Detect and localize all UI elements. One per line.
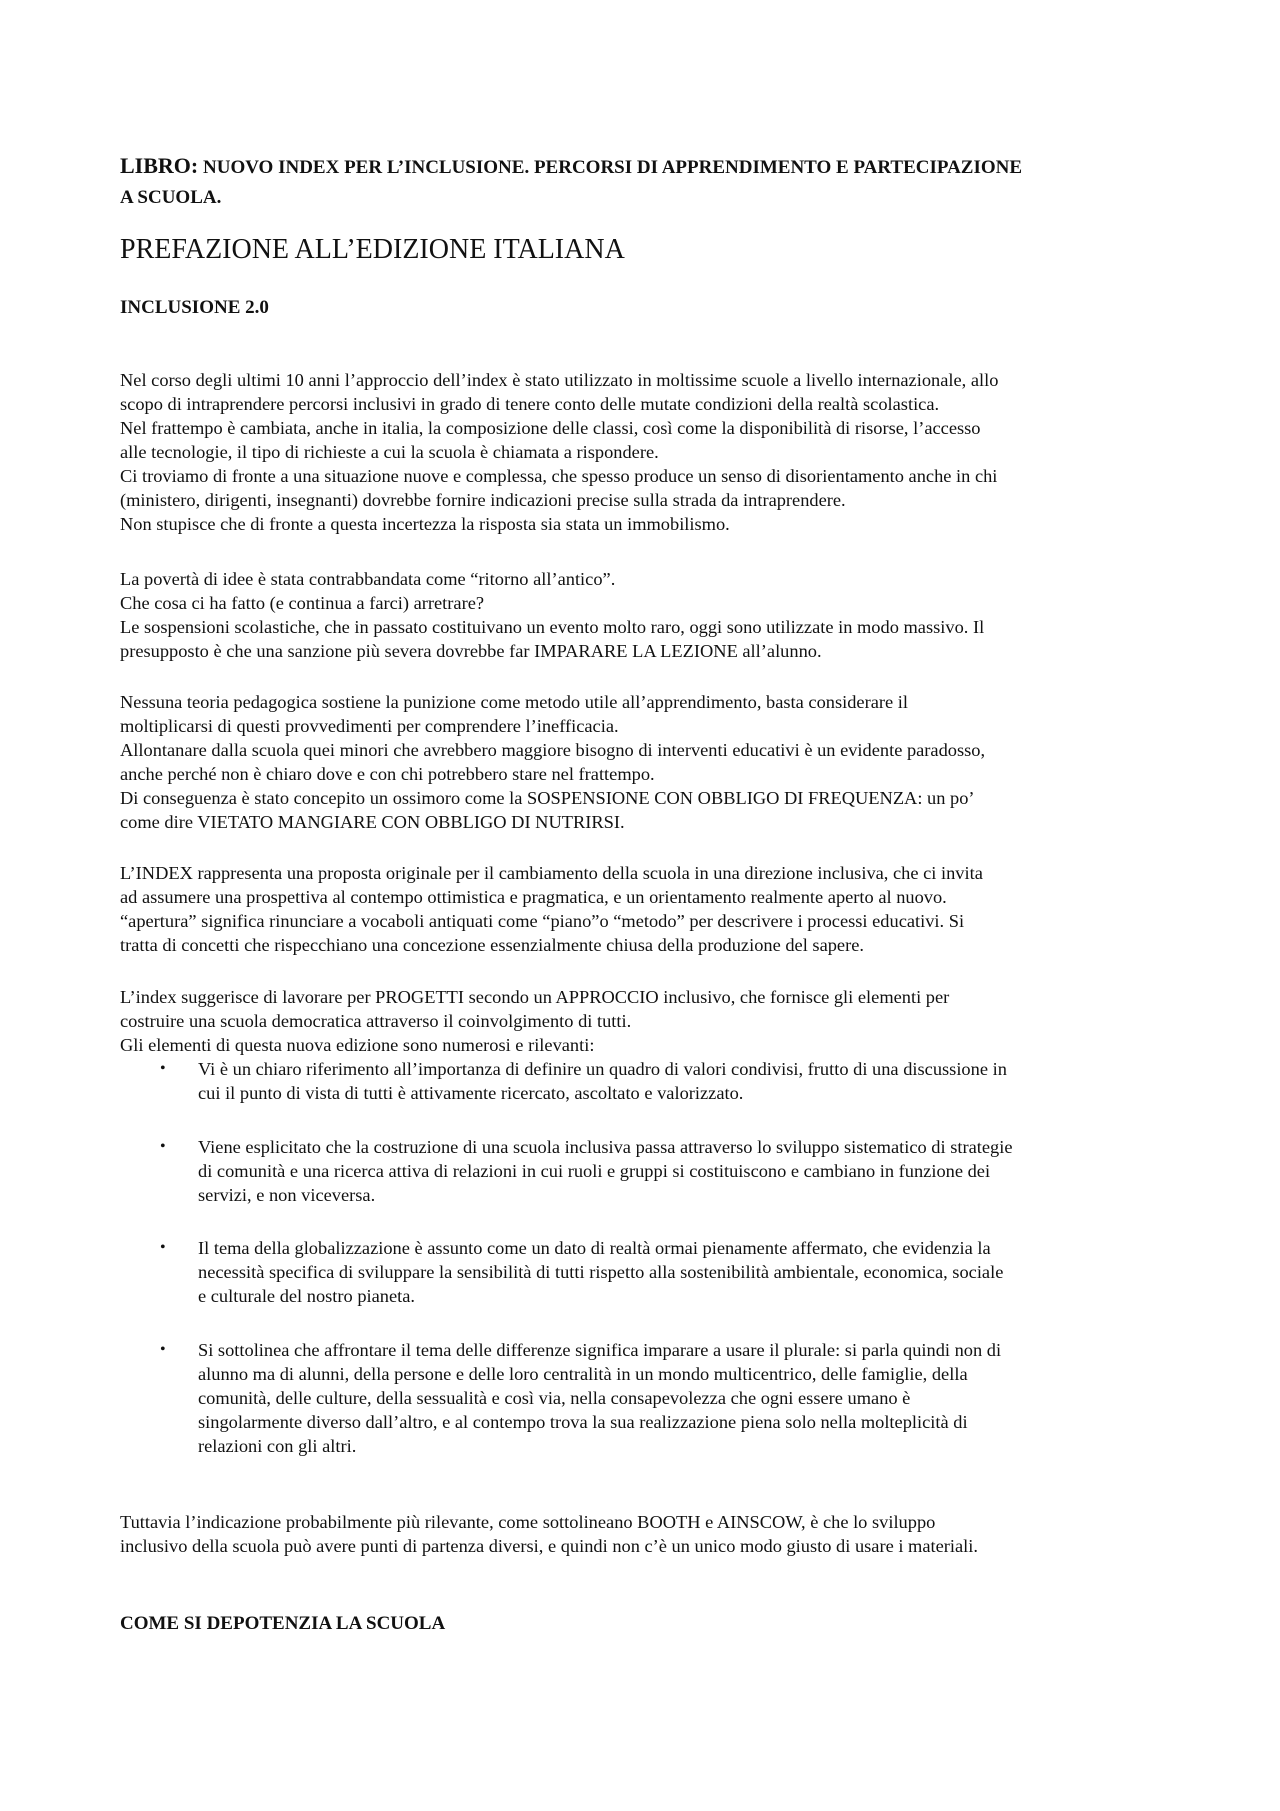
text-line: Ci troviamo di fronte a una situazione nuove e complessa, che spesso produce un senso di disorientamento anche in chi <box>120 466 998 486</box>
text-line: alle tecnologie, il tipo di richieste a cui la scuola è chiamata a rispondere. <box>120 442 659 462</box>
paragraph-punizione <box>120 690 1180 834</box>
text-line: scopo di intraprendere percorsi inclusivi in grado di tenere conto delle mutate condizioni della realtà scolastica. <box>120 394 940 414</box>
text-line: relazioni con gli altri. <box>198 1436 357 1456</box>
bullet-icon: • <box>160 1060 166 1077</box>
book-title: NUOVO INDEX PER L’INCLUSIONE. PERCORSI DI APPRENDIMENTO E PARTECIPAZIONE <box>203 157 1023 178</box>
paragraph-poverta <box>120 567 1180 663</box>
paragraph-progetti <box>120 985 1180 1057</box>
text-line: e culturale del nostro pianeta. <box>198 1286 416 1306</box>
book-title-line-1 <box>120 150 1180 183</box>
list-item-text <box>198 1236 1003 1308</box>
text-line: presupposto è che una sanzione più severa dovrebbe far IMPARARE LA LEZIONE all’alunno. <box>120 641 822 661</box>
paragraph-closing <box>120 1510 1180 1558</box>
text-line: Vi è un chiaro riferimento all’importanza di definire un quadro di valori condivisi, frutto di una discussione in <box>198 1059 1007 1079</box>
text-line: tratta di concetti che rispecchiano una concezione essenzialmente chiusa della produzione del sapere. <box>120 935 864 955</box>
text-line: La povertà di idee è stata contrabbandata come “ritorno all’antico”. <box>120 569 616 589</box>
text-line: come dire VIETATO MANGIARE CON OBBLIGO DI NUTRIRSI. <box>120 812 625 832</box>
paragraph-intro <box>120 368 1180 536</box>
text-line: Le sospensioni scolastiche, che in passato costituivano un evento molto raro, oggi sono utilizzate in modo massivo. Il <box>120 617 985 637</box>
text-line: Di conseguenza è stato concepito un ossimoro come la SOSPENSIONE CON OBBLIGO DI FREQUENZA: un po’ <box>120 788 975 808</box>
text-line: Viene esplicitato che la costruzione di una scuola inclusiva passa attraverso lo sviluppo sistematico di strategie <box>198 1137 1013 1157</box>
text-line: moltiplicarsi di questi provvedimenti per comprendere l’inefficacia. <box>120 716 619 736</box>
section-heading-inclusione: INCLUSIONE 2.0 <box>120 297 269 318</box>
bullet-icon: • <box>160 1341 166 1358</box>
text-line: Che cosa ci ha fatto (e continua a farci) arretrare? <box>120 593 485 613</box>
text-line: Non stupisce che di fronte a questa incertezza la risposta sia stata un immobilismo. <box>120 514 730 534</box>
book-title-line-2: A SCUOLA. <box>120 187 222 208</box>
text-line: cui il punto di vista di tutti è attivamente ricercato, ascoltato e valorizzato. <box>198 1083 744 1103</box>
text-line: alunno ma di alunni, della persone e delle loro centralità in un mondo multicentrico, delle famiglie, della <box>198 1364 968 1384</box>
text-line: inclusivo della scuola può avere punti di partenza diversi, e quindi non c’è un unico modo giusto di usare i materiali. <box>120 1536 979 1556</box>
text-line: Gli elementi di questa nuova edizione sono numerosi e rilevanti: <box>120 1035 595 1055</box>
text-line: anche perché non è chiaro dove e con chi potrebbero stare nel frattempo. <box>120 764 655 784</box>
text-line: L’INDEX rappresenta una proposta originale per il cambiamento della scuola in una direzione inclusiva, che ci invita <box>120 863 983 883</box>
text-line: ad assumere una prospettiva al contempo ottimistica e pragmatica, e un orientamento realmente aperto al nuovo. <box>120 887 947 907</box>
text-line: Nel frattempo è cambiata, anche in italia, la composizione delle classi, così come la disponibilità di risorse, l’accesso <box>120 418 981 438</box>
text-line: Nel corso degli ultimi 10 anni l’approccio dell’index è stato utilizzato in moltissime scuole a livello internazionale, allo <box>120 370 999 390</box>
text-line: Tuttavia l’indicazione probabilmente più rilevante, come sottolineano BOOTH e AINSCOW, è che lo sviluppo <box>120 1512 936 1532</box>
section-heading-depotenzia: COME SI DEPOTENZIA LA SCUOLA <box>120 1613 446 1634</box>
text-line: necessità specifica di sviluppare la sensibilità di tutti rispetto alla sostenibilità ambientale, economica, sociale <box>198 1262 1004 1282</box>
bullet-icon: • <box>160 1138 166 1155</box>
paragraph-index-proposta <box>120 861 1180 957</box>
text-line: Il tema della globalizzazione è assunto come un dato di realtà ormai pienamente affermato, che evidenzia la <box>198 1238 991 1258</box>
text-line: Si sottolinea che affrontare il tema delle differenze significa imparare a usare il plurale: si parla quindi non di <box>198 1340 1002 1360</box>
text-line: Allontanare dalla scuola quei minori che avrebbero maggiore bisogno di interventi educativi è un evidente paradosso, <box>120 740 986 760</box>
text-line: Nessuna teoria pedagogica sostiene la punizione come metodo utile all’apprendimento, basta considerare il <box>120 692 908 712</box>
bullet-icon: • <box>160 1239 166 1256</box>
list-item-text <box>198 1338 1001 1458</box>
book-label: LIBRO: <box>120 153 199 178</box>
text-line: costruire una scuola democratica attraverso il coinvolgimento di tutti. <box>120 1011 632 1031</box>
text-line: singolarmente diverso dall’altro, e al contempo trova la sua realizzazione piena solo nella molteplicità di <box>198 1412 968 1432</box>
text-line: “apertura” significa rinunciare a vocaboli antiquati come “piano”o “metodo” per descrivere i processi educativi. Si <box>120 911 965 931</box>
list-item-text <box>198 1135 1013 1207</box>
preface-heading: PREFAZIONE ALL’EDIZIONE ITALIANA <box>120 234 625 265</box>
text-line: (ministero, dirigenti, insegnanti) dovrebbe fornire indicazioni precise sulla strada da intraprendere. <box>120 490 846 510</box>
text-line: di comunità e una ricerca attiva di relazioni in cui ruoli e gruppi si costituiscono e cambiano in funzione dei <box>198 1161 991 1181</box>
text-line: L’index suggerisce di lavorare per PROGETTI secondo un APPROCCIO inclusivo, che fornisce gli elementi per <box>120 987 950 1007</box>
text-line: servizi, e non viceversa. <box>198 1185 376 1205</box>
list-item-text <box>198 1057 1007 1105</box>
text-line: comunità, delle culture, della sessualità e così via, nella consapevolezza che ogni essere umano è <box>198 1388 911 1408</box>
